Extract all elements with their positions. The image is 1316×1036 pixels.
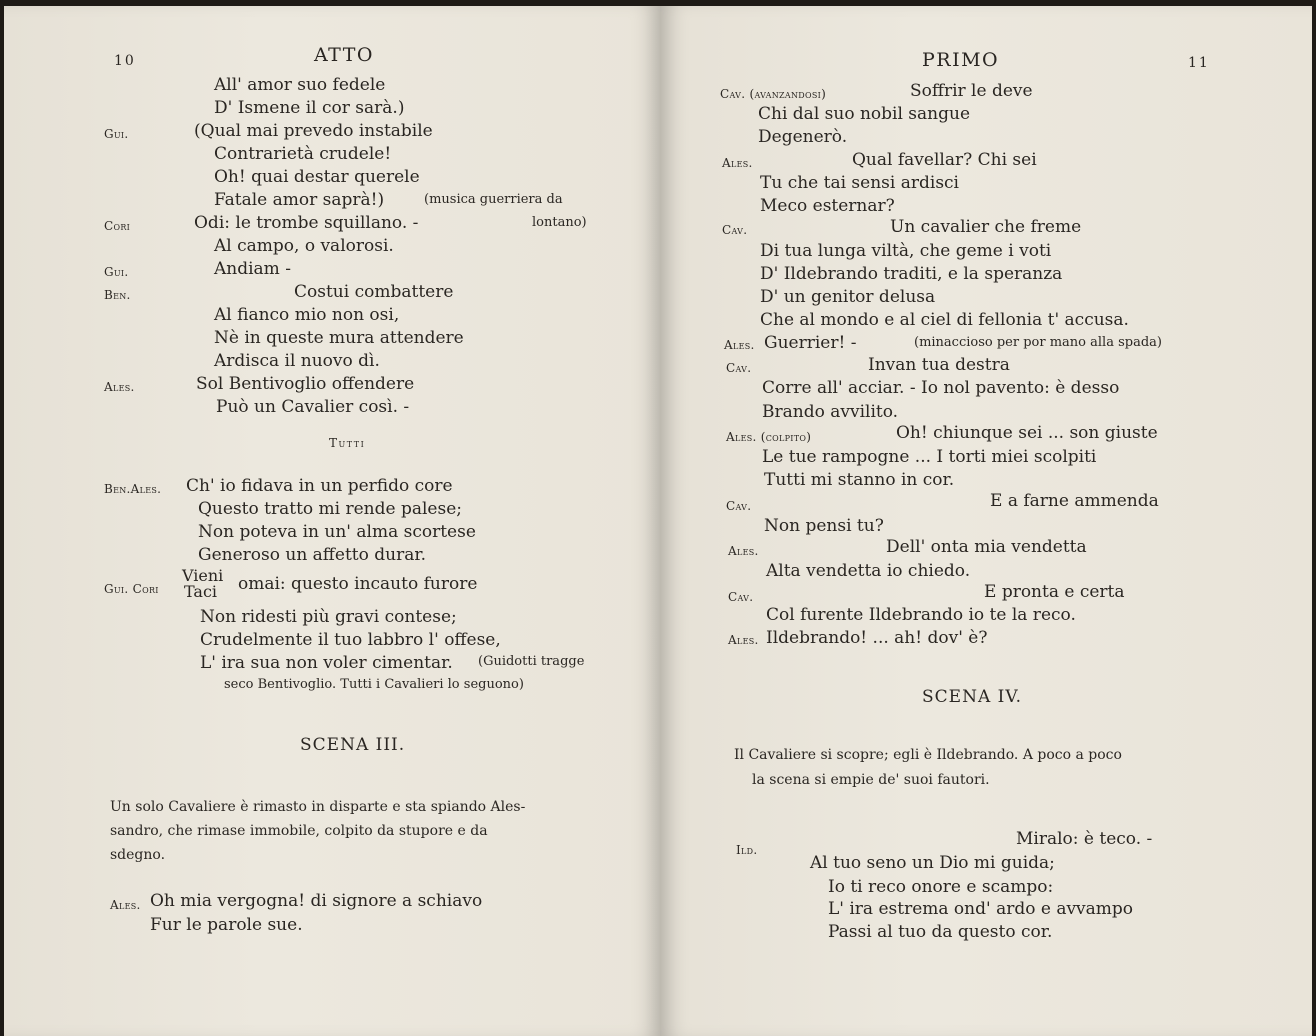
speaker-label: Gui. bbox=[104, 265, 129, 279]
brace-word: Vieni bbox=[182, 566, 224, 585]
stage-direction: seco Bentivoglio. Tutti i Cavalieri lo seguono) bbox=[224, 677, 524, 692]
speaker-label: Ales. bbox=[104, 380, 135, 394]
verse-line: Questo tratto mi rende palese; bbox=[198, 499, 463, 519]
verse-line: Generoso un affetto durar. bbox=[198, 545, 427, 565]
speaker-label: Cav. bbox=[722, 223, 748, 237]
verse-line: Può un Cavalier così. - bbox=[216, 397, 410, 417]
speaker-label: Ales. (colpito) bbox=[726, 430, 812, 444]
running-head: PRIMO bbox=[922, 49, 1000, 71]
verse-line: Ildebrando! ... ah! dov' è? bbox=[766, 628, 988, 648]
speaker-label: Ild. bbox=[736, 843, 758, 857]
verse-line: L' ira sua non voler cimentar. bbox=[200, 653, 453, 673]
verse-line: Di tua lunga viltà, che geme i voti bbox=[760, 241, 1052, 261]
scene-description: Il Cavaliere si scopre; egli è Ildebrando. A poco a poco bbox=[734, 747, 1122, 763]
verse-line: Costui combattere bbox=[294, 282, 454, 302]
verse-line: (Qual mai prevedo instabile bbox=[194, 121, 433, 141]
verse-line: Io ti reco onore e scampo: bbox=[828, 877, 1054, 897]
speaker-label: Ales. bbox=[724, 338, 755, 352]
verse-line: D' Ismene il cor sarà.) bbox=[214, 98, 405, 118]
verse-line: Andiam - bbox=[214, 259, 291, 279]
verse-line: Crudelmente il tuo labbro l' offese, bbox=[200, 630, 501, 650]
verse-line: L' ira estrema ond' ardo e avvampo bbox=[828, 899, 1134, 919]
speaker-label: Ales. bbox=[722, 156, 753, 170]
verse-line: Corre all' acciar. - Io nol pavento: è desso bbox=[762, 378, 1120, 398]
verse-line: Oh mia vergogna! di signore a schiavo bbox=[150, 891, 483, 911]
verse-line: Al fianco mio non osi, bbox=[214, 305, 400, 325]
verse-line: Fur le parole sue. bbox=[150, 915, 303, 935]
verse-line: Chi dal suo nobil sangue bbox=[758, 104, 971, 124]
verse-line: Non ridesti più gravi contese; bbox=[200, 607, 457, 627]
verse-line: Ardisca il nuovo dì. bbox=[214, 351, 380, 371]
verse-line: Miralo: è teco. - bbox=[1016, 829, 1153, 849]
verse-line: Che al mondo e al ciel di fellonia t' accusa. bbox=[760, 310, 1129, 330]
left-page bbox=[4, 6, 660, 1036]
verse-line: Al campo, o valorosi. bbox=[214, 236, 394, 256]
scene-description: Un solo Cavaliere è rimasto in disparte e sta spiando Ales- bbox=[110, 799, 526, 815]
running-head: ATTO bbox=[314, 44, 374, 66]
verse-line: Contrarietà crudele! bbox=[214, 144, 392, 164]
speaker-label: Cav. (avanzandosi) bbox=[720, 87, 827, 101]
scene-description: sdegno. bbox=[110, 847, 166, 863]
speaker-label: Ales. bbox=[110, 898, 141, 912]
verse-line: Non pensi tu? bbox=[764, 516, 884, 536]
verse-line: Col furente Ildebrando io te la reco. bbox=[766, 605, 1076, 625]
verse-line: Al tuo seno un Dio mi guida; bbox=[810, 853, 1055, 873]
verse-line: E a farne ammenda bbox=[990, 491, 1159, 511]
verse-line: Invan tua destra bbox=[868, 355, 1010, 375]
stage-direction: (minaccioso per por mano alla spada) bbox=[914, 335, 1162, 350]
verse-line: Sol Bentivoglio offendere bbox=[196, 374, 415, 394]
verse-line: Qual favellar? Chi sei bbox=[852, 150, 1037, 170]
scene-title: SCENA IV. bbox=[922, 687, 1023, 707]
right-page bbox=[660, 6, 1312, 1036]
verse-line: Alta vendetta io chiedo. bbox=[766, 561, 971, 581]
verse-line: Guerrier! - bbox=[764, 333, 857, 353]
speaker-label: Ben. bbox=[104, 288, 131, 302]
verse-line: E pronta e certa bbox=[984, 582, 1125, 602]
verse-line: Ch' io fidava in un perfido core bbox=[186, 476, 453, 496]
verse-line: Oh! chiunque sei ... son giuste bbox=[896, 423, 1158, 443]
verse-line: D' Ildebrando traditi, e la speranza bbox=[760, 264, 1063, 284]
speaker-label: Cav. bbox=[728, 590, 754, 604]
scene-description: la scena si empie de' suoi fautori. bbox=[752, 772, 990, 788]
speaker-label: Cav. bbox=[726, 361, 752, 375]
stage-direction: (Guidotti tragge bbox=[478, 654, 585, 669]
speaker-label: Ales. bbox=[728, 544, 759, 558]
verse-line: Degenerò. bbox=[758, 127, 848, 147]
verse-line: Nè in queste mura attendere bbox=[214, 328, 464, 348]
speaker-label: Cori bbox=[104, 219, 131, 233]
verse-line: omai: questo incauto furore bbox=[238, 574, 478, 594]
speaker-label: Ales. bbox=[728, 633, 759, 647]
page-number: 11 bbox=[1188, 55, 1210, 71]
verse-line: Passi al tuo da questo cor. bbox=[828, 922, 1053, 942]
verse-line: Brando avvilito. bbox=[762, 402, 899, 422]
verse-line: Non poteva in un' alma scortese bbox=[198, 522, 476, 542]
tutti-heading: Tutti bbox=[329, 436, 366, 450]
verse-line: Meco esternar? bbox=[760, 196, 895, 216]
verse-line: Dell' onta mia vendetta bbox=[886, 537, 1087, 557]
verse-line: Fatale amor saprà!) bbox=[214, 190, 385, 210]
verse-line: Oh! quai destar querele bbox=[214, 167, 420, 187]
page-number: 10 bbox=[114, 53, 136, 69]
speaker-label: Gui. Cori bbox=[104, 582, 159, 596]
verse-line: Tu che tai sensi ardisci bbox=[760, 173, 959, 193]
scene-title: SCENA III. bbox=[300, 735, 406, 755]
scene-description: sandro, che rimase immobile, colpito da stupore e da bbox=[110, 823, 488, 839]
verse-line: Un cavalier che freme bbox=[890, 217, 1082, 237]
verse-line: Tutti mi stanno in cor. bbox=[764, 470, 955, 490]
speaker-label: Gui. bbox=[104, 127, 129, 141]
verse-line: All' amor suo fedele bbox=[214, 75, 386, 95]
verse-line: D' un genitor delusa bbox=[760, 287, 936, 307]
speaker-label: Ben.Ales. bbox=[104, 482, 162, 496]
verse-line: Odi: le trombe squillano. - bbox=[194, 213, 419, 233]
verse-line: Soffrir le deve bbox=[910, 81, 1033, 101]
stage-direction: (musica guerriera da bbox=[424, 192, 563, 207]
speaker-label: Cav. bbox=[726, 499, 752, 513]
stage-direction: lontano) bbox=[532, 215, 587, 230]
verse-line: Le tue rampogne ... I torti miei scolpiti bbox=[762, 447, 1097, 467]
brace-word: Taci bbox=[184, 582, 218, 601]
